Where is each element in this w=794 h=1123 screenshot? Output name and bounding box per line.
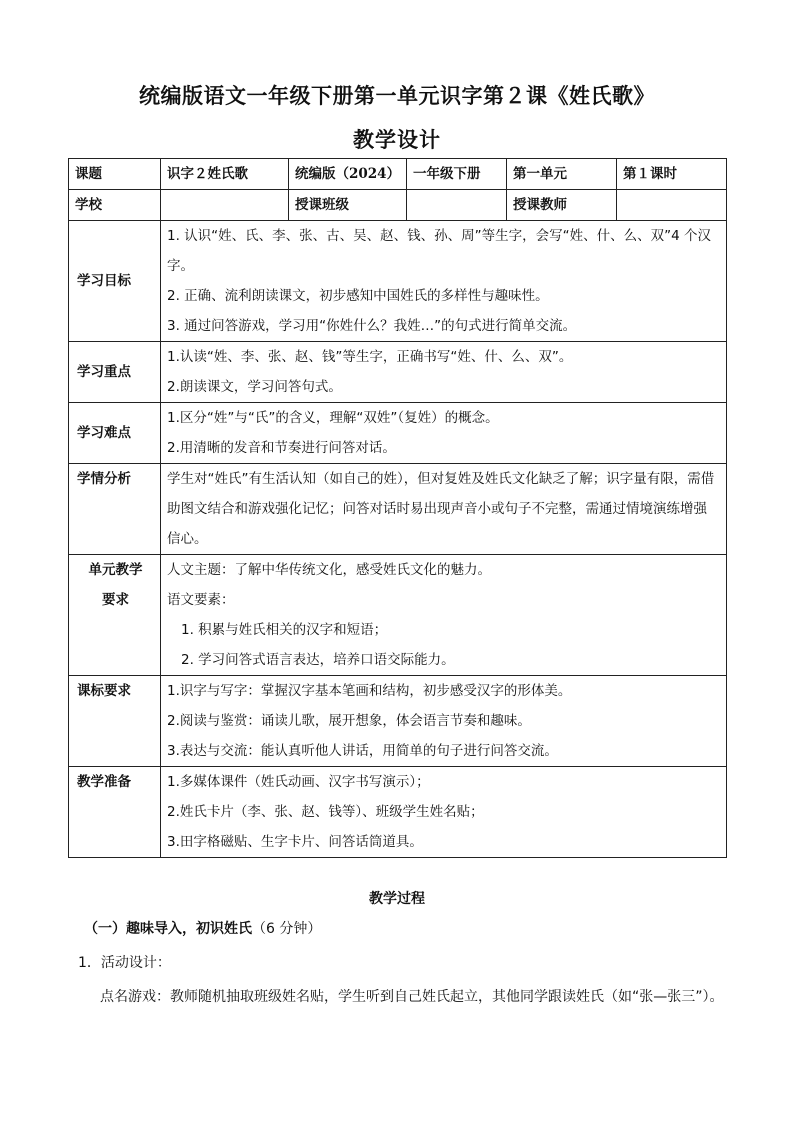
section1-heading [84, 918, 321, 938]
unit-req-item-2: 2. 学习问答式语言表达，培养口语交际能力。 [181, 652, 455, 668]
goals-label: 学习目标 [69, 221, 161, 342]
unit-req-theme: 人文主题：了解中华传统文化，感受姓氏文化的魅力。 [167, 562, 491, 578]
lesson-plan-table [68, 158, 727, 858]
table-row-analysis [69, 464, 727, 555]
cell-school-value[interactable] [161, 190, 289, 221]
cell-period: 第１课时 [617, 159, 727, 190]
table-row-preparation [69, 767, 727, 858]
document-subtitle: 教学设计 [353, 127, 441, 152]
activity-label: 1．活动设计： [78, 955, 171, 971]
cell-school-label: 学校 [69, 190, 161, 221]
prep-item-2: 2.姓氏卡片（李、张、赵、钱等）、班级学生姓名贴； [167, 804, 484, 820]
key-point-item-2: 2.朗读课文，学习问答句式。 [167, 379, 342, 395]
key-points-content [161, 342, 727, 403]
difficulties-label: 学习难点 [69, 403, 161, 464]
difficulty-item-1: 1.区分“姓”与“氏”的含义，理解“双姓”（复姓）的概念。 [167, 410, 499, 426]
cell-unit: 第一单元 [507, 159, 617, 190]
unit-req-label-line2: 要求 [102, 592, 129, 608]
table-row-key-points [69, 342, 727, 403]
unit-req-content [161, 555, 727, 676]
analysis-label: 学情分析 [69, 464, 161, 555]
difficulty-item-2: 2.用清晰的发音和节奏进行问答对话。 [167, 440, 396, 456]
goal-item-3: 3. 通过问答游戏，学习用“你姓什么？我姓…”的句式进行简单交流。 [167, 318, 577, 334]
key-points-label: 学习重点 [69, 342, 161, 403]
activity-text: 点名游戏：教师随机抽取班级姓名贴，学生听到自己姓氏起立，其他同学跟读姓氏（如“张—张三”）。 [100, 989, 724, 1005]
table-row-school [69, 190, 727, 221]
cell-class-label: 授课班级 [289, 190, 407, 221]
section1-title: （一）趣味导入，初识姓氏 [84, 921, 252, 937]
unit-req-lang-label: 语文要素： [167, 592, 235, 608]
table-row-header [69, 159, 727, 190]
table-row-standards [69, 676, 727, 767]
cell-topic-value: 识字２姓氏歌 [161, 159, 289, 190]
cell-teacher-label: 授课教师 [507, 190, 617, 221]
analysis-content [161, 464, 727, 555]
prep-label: 教学准备 [69, 767, 161, 858]
unit-req-label-line1: 单元教学 [88, 562, 143, 578]
table-row-difficulties [69, 403, 727, 464]
cell-class-value[interactable] [407, 190, 507, 221]
prep-content [161, 767, 727, 858]
unit-req-item-1: 1. 积累与姓氏相关的汉字和短语； [181, 622, 388, 638]
prep-item-1: 1.多媒体课件（姓氏动画、汉字书写演示）； [167, 774, 430, 790]
standards-label: 课标要求 [69, 676, 161, 767]
standard-item-1: 1.识字与写字：掌握汉字基本笔画和结构，初步感受汉字的形体美。 [167, 683, 572, 699]
process-heading: 教学过程 [369, 891, 425, 907]
table-row-unit-requirements [69, 555, 727, 676]
goal-item-2: 2. 正确、流利朗读课文，初步感知中国姓氏的多样性与趣味性。 [167, 288, 549, 304]
cell-topic-label: 课题 [69, 159, 161, 190]
cell-teacher-value[interactable] [617, 190, 727, 221]
key-point-item-1: 1.认读“姓、李、张、赵、钱”等生字，正确书写“姓、什、么、双”。 [167, 349, 573, 365]
goal-item-1: 1. 认识“姓、氏、李、张、古、吴、赵、钱、孙、周”等生字，会写“姓、什、么、双”4 个汉字。 [167, 228, 712, 274]
prep-item-3: 3.田字格磁贴、生字卡片、问答话筒道具。 [167, 834, 423, 850]
section1-time: （6 分钟） [252, 921, 322, 937]
cell-grade: 一年级下册 [407, 159, 507, 190]
document-title: 统编版语文一年级下册第一单元识字第２课《姓氏歌》 [139, 83, 655, 108]
analysis-text: 学生对“姓氏”有生活认知（如自己的姓），但对复姓及姓氏文化缺乏了解；识字量有限，需借助图文结合和游戏强化记忆；问答对话时易出现声音小或句子不完整，需通过情境演练增强信心。 [167, 471, 715, 547]
difficulties-content [161, 403, 727, 464]
standard-item-2: 2.阅读与鉴赏：诵读儿歌，展开想象，体会语言节奏和趣味。 [167, 713, 531, 729]
goals-content [161, 221, 727, 342]
standards-content [161, 676, 727, 767]
unit-req-label [69, 555, 161, 676]
standard-item-3: 3.表达与交流：能认真听他人讲话，用简单的句子进行问答交流。 [167, 743, 558, 759]
cell-edition: 统编版（2024） [289, 159, 407, 190]
table-row-goals [69, 221, 727, 342]
